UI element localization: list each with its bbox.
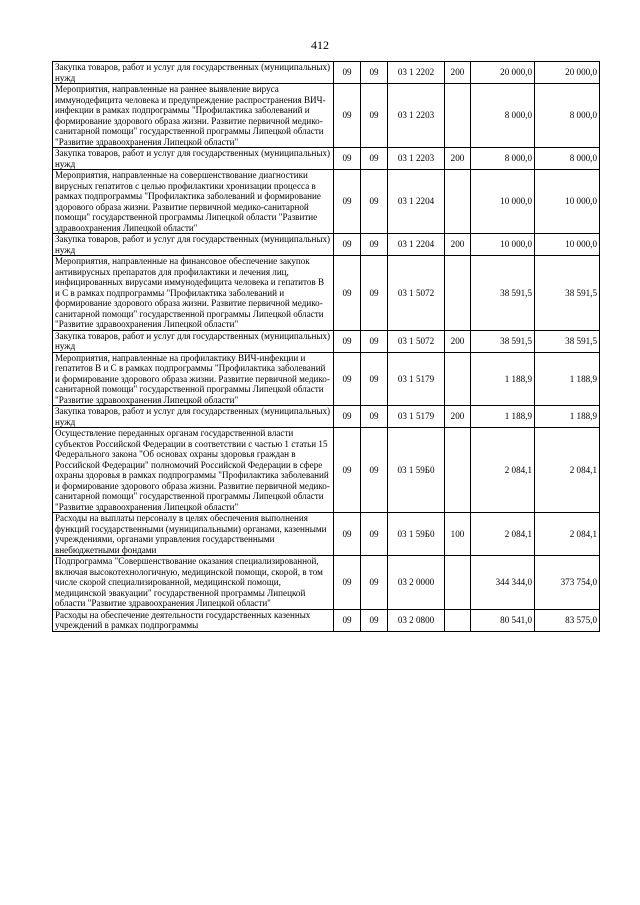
table-row <box>53 428 600 513</box>
row-section: 09 <box>334 556 361 610</box>
row-section: 09 <box>334 406 361 428</box>
budget-table <box>52 61 600 632</box>
row-description: Расходы на обеспечение деятельности государственных казенных учреждений в рамках подпрограммы <box>53 609 334 631</box>
row-expense-type <box>445 428 471 513</box>
row-subsection: 09 <box>361 352 388 406</box>
row-description: Мероприятия, направленные на раннее выявление вируса иммунодефицита человека и предупреждение распространения ВИЧ-инфекции в рамках подпрограммы "Профилактика заболеваний и формирование здорового образа жизни. Развитие первичной медико-санитарной помощи" государственной программы Липецкой области "Развитие здравоохранения Липецкой области" <box>53 84 334 148</box>
row-amount-year-1: 1 188,9 <box>471 406 535 428</box>
row-expense-type: 200 <box>445 148 471 170</box>
table-row <box>53 62 600 84</box>
table-row <box>53 406 600 428</box>
row-description: Расходы на выплаты персоналу в целях обеспечения выполнения функций государственными (муниципальными) органами, казенными учреждениями, органами управления государственными внебюджетными фондами <box>53 513 334 556</box>
row-target-article: 03 1 2204 <box>388 234 445 256</box>
row-target-article: 03 1 2204 <box>388 170 445 234</box>
row-description: Осуществление переданных органам государственной власти субъектов Российской Федерации в соответствии с частью 1 статьи 15 Федерального закона "Об основах охраны здоровья граждан в Российской Федерации" полномочий Российской Федерации в сфере охраны здоровья в рамках подпрограммы "Профилактика заболеваний и формирование здорового образа жизни. Развитие первичной медико-санитарной помощи" государственной программы Липецкой области "Развитие здравоохранения Липецкой области" <box>53 428 334 513</box>
row-amount-year-1: 8 000,0 <box>471 148 535 170</box>
row-expense-type: 100 <box>445 513 471 556</box>
row-amount-year-1: 344 344,0 <box>471 556 535 610</box>
row-target-article: 03 1 2203 <box>388 148 445 170</box>
row-subsection: 09 <box>361 234 388 256</box>
row-subsection: 09 <box>361 170 388 234</box>
row-amount-year-2: 38 591,5 <box>535 330 600 352</box>
row-amount-year-1: 10 000,0 <box>471 170 535 234</box>
table-row <box>53 513 600 556</box>
row-amount-year-1: 10 000,0 <box>471 234 535 256</box>
table-row <box>53 234 600 256</box>
row-subsection: 09 <box>361 428 388 513</box>
table-row <box>53 148 600 170</box>
row-amount-year-1: 2 084,1 <box>471 513 535 556</box>
row-section: 09 <box>334 84 361 148</box>
row-amount-year-1: 20 000,0 <box>471 62 535 84</box>
page-number: 412 <box>311 38 329 52</box>
row-target-article: 03 1 5072 <box>388 330 445 352</box>
row-expense-type <box>445 609 471 631</box>
row-expense-type <box>445 84 471 148</box>
row-subsection: 09 <box>361 148 388 170</box>
row-description: Закупка товаров, работ и услуг для государственных (муниципальных) нужд <box>53 330 334 352</box>
row-description: Закупка товаров, работ и услуг для государственных (муниципальных) нужд <box>53 62 334 84</box>
row-description: Мероприятия, направленные на совершенствование диагностики вирусных гепатитов с целью профилактики хронизации процесса в рамках подпрограммы "Профилактика заболеваний и формирование здорового образа жизни. Развитие первичной медико-санитарной помощи" государственной программы Липецкой области "Развитие здравоохранения Липецкой области" <box>53 170 334 234</box>
row-amount-year-2: 20 000,0 <box>535 62 600 84</box>
table-row <box>53 352 600 406</box>
row-description: Закупка товаров, работ и услуг для государственных (муниципальных) нужд <box>53 234 334 256</box>
table-row <box>53 556 600 610</box>
row-amount-year-2: 2 084,1 <box>535 513 600 556</box>
row-expense-type: 200 <box>445 406 471 428</box>
table-row <box>53 609 600 631</box>
row-subsection: 09 <box>361 84 388 148</box>
row-expense-type <box>445 556 471 610</box>
row-subsection: 09 <box>361 62 388 84</box>
row-subsection: 09 <box>361 513 388 556</box>
row-amount-year-2: 2 084,1 <box>535 428 600 513</box>
row-amount-year-2: 8 000,0 <box>535 148 600 170</box>
row-target-article: 03 1 2203 <box>388 84 445 148</box>
row-target-article: 03 1 59Б0 <box>388 513 445 556</box>
row-amount-year-1: 38 591,5 <box>471 330 535 352</box>
row-section: 09 <box>334 513 361 556</box>
row-target-article: 03 1 5179 <box>388 406 445 428</box>
row-subsection: 09 <box>361 256 388 331</box>
row-target-article: 03 2 0000 <box>388 556 445 610</box>
row-subsection: 09 <box>361 556 388 610</box>
row-subsection: 09 <box>361 330 388 352</box>
row-section: 09 <box>334 234 361 256</box>
row-amount-year-2: 8 000,0 <box>535 84 600 148</box>
table-row <box>53 256 600 331</box>
row-description: Подпрограмма "Совершенствование оказания специализированной, включая высокотехнологичную, медицинской помощи, скорой, в том числе скорой специализированной, медицинской помощи, медицинской эвакуации" государственной программы Липецкой области "Развитие здравоохранения Липецкой области" <box>53 556 334 610</box>
table-row <box>53 330 600 352</box>
row-target-article: 03 1 2202 <box>388 62 445 84</box>
row-section: 09 <box>334 148 361 170</box>
row-subsection: 09 <box>361 609 388 631</box>
row-target-article: 03 1 5072 <box>388 256 445 331</box>
row-amount-year-2: 10 000,0 <box>535 234 600 256</box>
budget-table-body <box>53 62 600 632</box>
row-description: Мероприятия, направленные на финансовое обеспечение закупок антивирусных препаратов для профилактики и лечения лиц, инфицированных вирусами иммунодефицита человека и гепатитов В и С в рамках подпрограммы "Профилактика заболеваний и формирование здорового образа жизни. Развитие первичной медико-санитарной помощи" государственной программы Липецкой области "Развитие здравоохранения Липецкой области" <box>53 256 334 331</box>
row-amount-year-1: 8 000,0 <box>471 84 535 148</box>
row-section: 09 <box>334 62 361 84</box>
row-expense-type <box>445 256 471 331</box>
row-expense-type: 200 <box>445 330 471 352</box>
row-amount-year-1: 1 188,9 <box>471 352 535 406</box>
row-section: 09 <box>334 330 361 352</box>
table-row <box>53 84 600 148</box>
row-expense-type: 200 <box>445 234 471 256</box>
row-subsection: 09 <box>361 406 388 428</box>
row-description: Закупка товаров, работ и услуг для государственных (муниципальных) нужд <box>53 406 334 428</box>
row-amount-year-1: 2 084,1 <box>471 428 535 513</box>
row-amount-year-2: 38 591,5 <box>535 256 600 331</box>
row-section: 09 <box>334 170 361 234</box>
row-description: Закупка товаров, работ и услуг для государственных (муниципальных) нужд <box>53 148 334 170</box>
row-amount-year-2: 1 188,9 <box>535 406 600 428</box>
row-section: 09 <box>334 428 361 513</box>
row-amount-year-2: 83 575,0 <box>535 609 600 631</box>
row-amount-year-1: 38 591,5 <box>471 256 535 331</box>
row-amount-year-2: 373 754,0 <box>535 556 600 610</box>
row-expense-type: 200 <box>445 62 471 84</box>
row-description: Мероприятия, направленные на профилактику ВИЧ-инфекции и гепатитов В и С в рамках подпрограммы "Профилактика заболеваний и формирование здорового образа жизни. Развитие первичной медико-санитарной помощи" государственной программы Липецкой области "Развитие здравоохранения Липецкой области" <box>53 352 334 406</box>
row-target-article: 03 1 59Б0 <box>388 428 445 513</box>
row-target-article: 03 1 5179 <box>388 352 445 406</box>
row-amount-year-1: 80 541,0 <box>471 609 535 631</box>
row-section: 09 <box>334 352 361 406</box>
row-expense-type <box>445 170 471 234</box>
row-amount-year-2: 10 000,0 <box>535 170 600 234</box>
row-section: 09 <box>334 609 361 631</box>
row-section: 09 <box>334 256 361 331</box>
row-amount-year-2: 1 188,9 <box>535 352 600 406</box>
row-expense-type <box>445 352 471 406</box>
row-target-article: 03 2 0800 <box>388 609 445 631</box>
table-row <box>53 170 600 234</box>
